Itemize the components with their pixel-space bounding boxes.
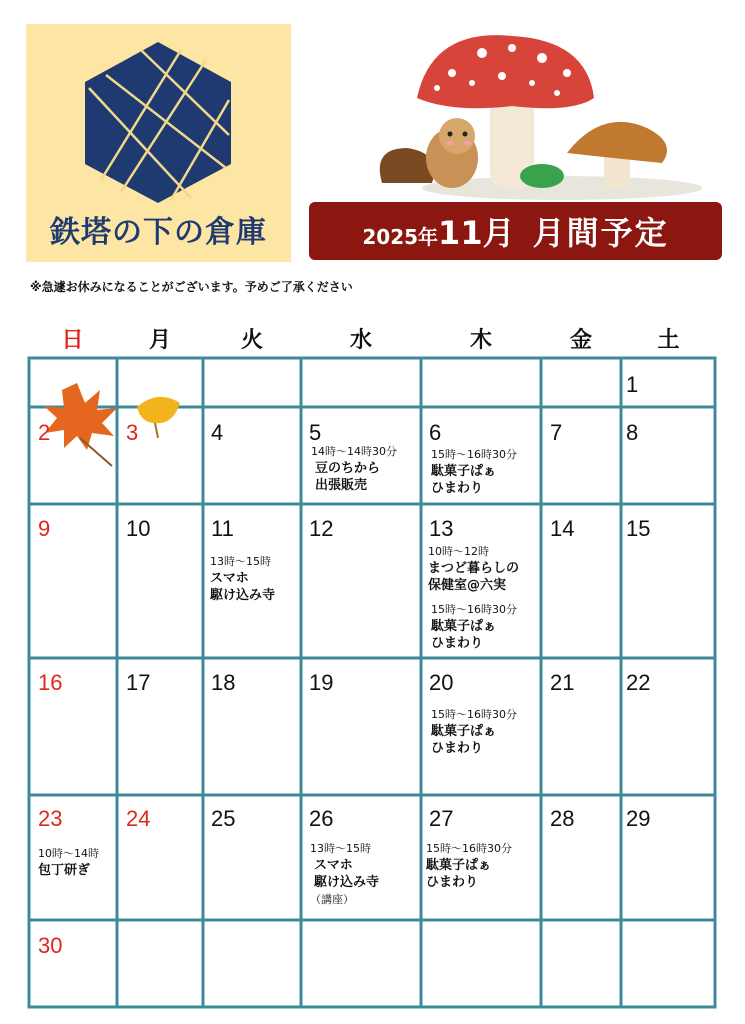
- weekday-sat: 土: [657, 328, 680, 353]
- weekday-wed: 水: [349, 328, 372, 353]
- day-7: 7: [550, 420, 563, 445]
- event-time: 10時～14時: [38, 847, 99, 860]
- event-day-27: [426, 840, 512, 891]
- event-title: まつど暮らしの: [428, 561, 520, 576]
- event-time: 15時～16時30分: [431, 448, 517, 461]
- event-title: 包丁研ぎ: [38, 863, 91, 878]
- title-label: 月間予定: [532, 214, 669, 252]
- day-23: 23: [38, 806, 63, 831]
- day-9: 9: [38, 516, 51, 541]
- day-2: 2: [38, 420, 51, 445]
- event-day-13-b: [431, 601, 517, 652]
- day-12: 12: [309, 516, 334, 541]
- event-day-6: [431, 446, 517, 497]
- event-title: 豆のちから: [315, 461, 381, 476]
- event-title: 駄菓子ぱぁ: [426, 858, 492, 873]
- day-13: 13: [429, 516, 454, 541]
- day-25: 25: [211, 806, 236, 831]
- day-28: 28: [550, 806, 575, 831]
- day-10: 10: [126, 516, 151, 541]
- day-6: 6: [429, 420, 442, 445]
- event-title: ひまわり: [431, 636, 484, 651]
- event-note: （講座）: [310, 893, 354, 906]
- event-time: 14時～14時30分: [311, 445, 397, 458]
- day-16: 16: [38, 670, 63, 695]
- day-5: 5: [309, 420, 322, 445]
- day-1: 1: [626, 372, 639, 397]
- event-day-20: [431, 706, 517, 757]
- day-11: 11: [211, 516, 234, 541]
- event-time: 10時～12時: [428, 545, 489, 558]
- event-title: 出張販売: [315, 478, 368, 493]
- weekday-fri: 金: [569, 328, 592, 353]
- day-18: 18: [211, 670, 236, 695]
- day-29: 29: [626, 806, 651, 831]
- ginkgo-leaf-icon: [133, 393, 183, 438]
- day-4: 4: [211, 420, 224, 445]
- day-8: 8: [626, 420, 639, 445]
- event-time: 15時～16時30分: [431, 603, 517, 616]
- weekday-mon: 月: [148, 328, 171, 353]
- day-17: 17: [126, 670, 151, 695]
- day-26: 26: [309, 806, 334, 831]
- event-day-5: [311, 443, 397, 494]
- day-19: 19: [309, 670, 334, 695]
- event-time: 13時～15時: [210, 555, 271, 568]
- event-title: 駄菓子ぱぁ: [431, 619, 497, 634]
- day-21: 21: [550, 670, 575, 695]
- event-title: 駆け込み寺: [210, 588, 276, 603]
- month-label: 11月: [438, 214, 515, 252]
- event-title: ひまわり: [431, 481, 484, 496]
- event-day-26: [310, 840, 379, 908]
- event-title: 保健室@六実: [428, 578, 507, 593]
- event-day-11: [210, 553, 275, 604]
- event-title: 駆け込み寺: [314, 875, 380, 890]
- event-time: 15時～16時30分: [431, 708, 517, 721]
- event-day-13-a: [428, 543, 519, 594]
- event-title: 駄菓子ぱぁ: [431, 464, 497, 479]
- maple-leaf-icon: [42, 378, 120, 468]
- notice-text: ※急遽お休みになることがございます。予めご了承ください: [30, 280, 353, 294]
- day-20: 20: [429, 670, 454, 695]
- day-24: 24: [126, 806, 151, 831]
- event-title: スマホ: [314, 858, 353, 873]
- event-title: ひまわり: [426, 875, 479, 890]
- logo-name: 鉄塔の下の倉庫: [50, 215, 267, 250]
- weekday-sun: 日: [61, 328, 84, 353]
- event-day-23: [38, 845, 99, 879]
- year-label: 2025年: [362, 224, 439, 249]
- weekday-thu: 木: [469, 328, 492, 353]
- day-22: 22: [626, 670, 651, 695]
- event-title: ひまわり: [431, 741, 484, 756]
- event-title: 駄菓子ぱぁ: [431, 724, 497, 739]
- day-3: 3: [126, 420, 139, 445]
- event-title: スマホ: [210, 571, 249, 586]
- day-30: 30: [38, 933, 63, 958]
- event-time: 13時～15時: [310, 842, 371, 855]
- day-27: 27: [429, 806, 454, 831]
- weekday-tue: 火: [240, 328, 263, 353]
- day-14: 14: [550, 516, 575, 541]
- day-15: 15: [626, 516, 651, 541]
- event-time: 15時～16時30分: [426, 842, 512, 855]
